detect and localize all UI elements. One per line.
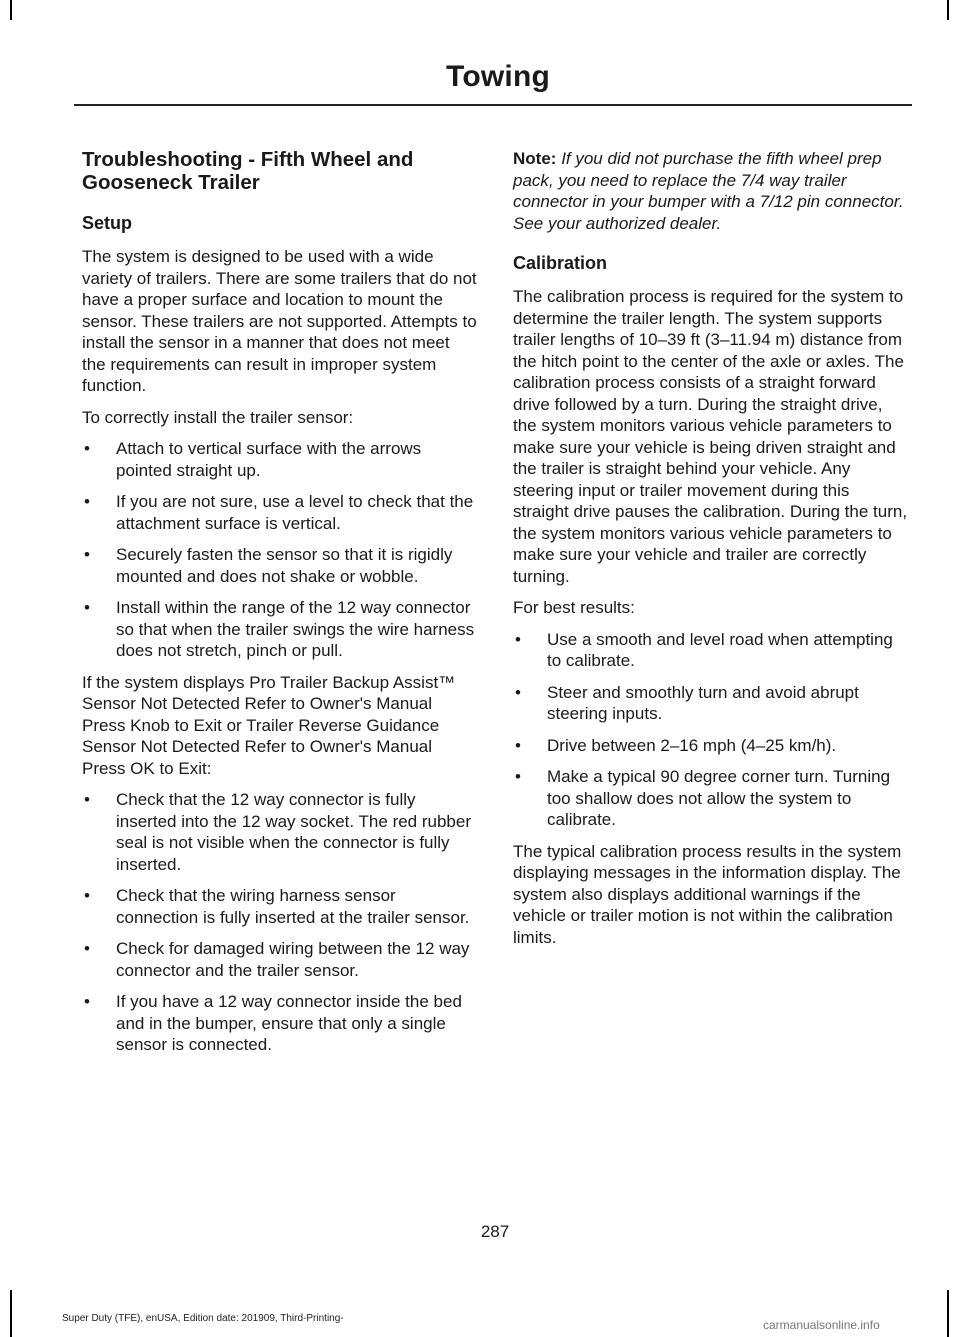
list-item — [82, 491, 477, 534]
bullet-glyph: • — [84, 492, 90, 511]
left-column — [82, 148, 477, 1066]
best-results-intro: For best results: — [513, 598, 635, 617]
crop-mark-top-left — [10, 0, 12, 20]
bullet-glyph: • — [515, 682, 521, 702]
bullet-glyph: • — [84, 992, 90, 1011]
bullet-glyph: • — [84, 598, 90, 617]
list-item-text: Check that the 12 way connector is fully inserted into the 12 way socket. The red rubber seal is not visible when the connector is fully inserted. — [116, 790, 471, 874]
list-item — [513, 735, 908, 757]
list-item — [82, 789, 477, 875]
setup-paragraph: The system is designed to be used with a wide variety of trailers. There are some trailers that do not have a proper surface and location to mount the sensor. These trailers are not supported. Attempts to install the sensor in a manner that does not meet the requirements can result in improper system function. — [82, 247, 477, 395]
edition-footer: Super Duty (TFE), enUSA, Edition date: 201909, Third-Printing- — [62, 1313, 344, 1324]
list-item-text: Securely fasten the sensor so that it is rigidly mounted and does not shake or wobble. — [116, 545, 453, 586]
list-item-text: Attach to vertical surface with the arrows pointed straight up. — [116, 439, 422, 480]
crop-mark-bottom-right — [947, 1290, 949, 1337]
bullet-glyph: • — [84, 439, 90, 458]
section-title: Troubleshooting - Fifth Wheel and Gooseneck Trailer — [82, 148, 414, 194]
crop-mark-bottom-left — [10, 1290, 12, 1337]
header-divider — [74, 104, 912, 106]
note-text: If you did not purchase the fifth wheel prep pack, you need to replace the 7/4 way trailer connector in your bumper with a 7/12 pin connector. See your authorized dealer. — [513, 149, 904, 233]
bullet-glyph: • — [84, 790, 90, 809]
list-item — [82, 938, 477, 981]
list-item-text: Install within the range of the 12 way connector so that when the trailer swings the wire harness does not stretch, pinch or pull. — [116, 598, 475, 660]
crop-mark-top-right — [947, 0, 949, 20]
list-item — [513, 629, 908, 672]
bullet-glyph: • — [84, 939, 90, 958]
list-item-text: Check for damaged wiring between the 12 way connector and the trailer sensor. — [116, 939, 470, 980]
calibration-paragraph: The calibration process is required for the system to determine the trailer length. The system supports trailer lengths of 10–39 ft (3–11.94 m) distance from the hitch point to the center of the axle or axles. The calibration process consists of a straight forward drive followed by a turn. During the straight drive, the system monitors various vehicle parameters to make sure your vehicle is being driven straight and the trailer is straight behind your vehicle. Any steering input or trailer movement during this straight drive pauses the calibration. During the turn, the system monitors various vehicle parameters to make sure your vehicle and trailer are correctly turning. — [513, 287, 908, 586]
setup-heading: Setup — [82, 213, 133, 233]
note-label: Note: — [513, 149, 557, 168]
list-item — [513, 766, 908, 831]
note-paragraph — [513, 148, 908, 234]
install-list — [82, 438, 477, 662]
calibration-heading: Calibration — [513, 253, 608, 273]
bullet-glyph: • — [84, 886, 90, 905]
check-list — [82, 789, 477, 1056]
display-message-paragraph: If the system displays Pro Trailer Backup Assist™ Sensor Not Detected Refer to Owner's Manual Press Knob to Exit or Trailer Reverse Guidance Sensor Not Detected Refer to Owner's Manual Press OK to Exit: — [82, 672, 456, 778]
list-item — [82, 597, 477, 662]
bullet-glyph: • — [515, 735, 521, 755]
list-item — [82, 438, 477, 481]
list-item-text: Steer and smoothly turn and avoid abrupt steering inputs. — [547, 682, 859, 723]
list-item-text: If you have a 12 way connector inside the bed and in the bumper, ensure that only a single sensor is connected. — [116, 992, 462, 1054]
bullet-glyph: • — [84, 545, 90, 564]
list-item-text: Check that the wiring harness sensor connection is fully inserted at the trailer sensor. — [116, 886, 470, 927]
right-column — [513, 148, 908, 958]
list-item — [513, 682, 908, 725]
closing-paragraph: The typical calibration process results in the system displaying messages in the information display. The system also displays additional warnings if the vehicle or trailer motion is not within the calibration limits. — [513, 841, 902, 947]
page-number: 287 — [480, 1222, 510, 1241]
list-item — [82, 544, 477, 587]
list-item — [82, 885, 477, 928]
watermark: carmanualsonline.info — [763, 1318, 880, 1332]
list-item — [82, 991, 477, 1056]
list-item-text: If you are not sure, use a level to check that the attachment surface is vertical. — [116, 492, 474, 533]
install-intro: To correctly install the trailer sensor: — [82, 407, 354, 427]
list-item-text: Make a typical 90 degree corner turn. Turning too shallow does not allow the system to calibrate. — [547, 767, 891, 829]
page-header-title: Towing — [446, 60, 550, 93]
bullet-glyph: • — [515, 767, 521, 786]
best-results-list — [513, 629, 908, 831]
list-item-text: Drive between 2–16 mph (4–25 km/h). — [547, 735, 837, 755]
bullet-glyph: • — [515, 629, 521, 649]
list-item-text: Use a smooth and level road when attempting to calibrate. — [547, 629, 893, 670]
